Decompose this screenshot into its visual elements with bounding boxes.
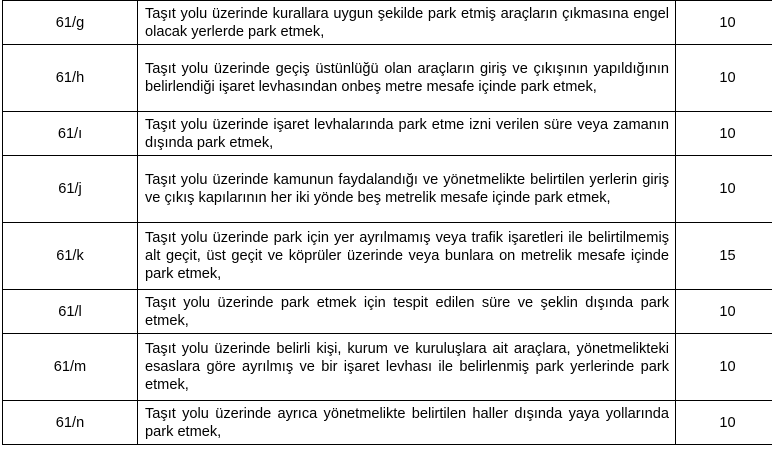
table-row: [3, 112, 772, 156]
article-code: 61/l: [3, 290, 138, 334]
violation-description: Taşıt yolu üzerinde geçiş üstünlüğü olan araçların giriş ve çıkışının yapıldığının belirlendiği işaret levhasından onbeş metre mesafe içinde park etmek,: [138, 45, 676, 112]
penalty-points: 10: [676, 1, 772, 45]
table-row: [3, 401, 772, 445]
table-row: [3, 223, 772, 290]
violation-description: Taşıt yolu üzerinde park için yer ayrılmamış veya trafik işaretleri ile belirtilmemiş alt geçit, üst geçit ve köprüler üzerinde veya bunlara on metrelik mesafe içinde park etmek,: [138, 223, 676, 290]
article-code: 61/k: [3, 223, 138, 290]
violation-description: Taşıt yolu üzerinde kamunun faydalandığı ve yönetmelikte belirtilen yerlerin giriş ve çıkış kapılarının her iki yönde beş metrelik mesafe içinde park etmek,: [138, 156, 676, 223]
penalty-points: 15: [676, 223, 772, 290]
article-code: 61/m: [3, 334, 138, 401]
table-row: [3, 45, 772, 112]
table-row: [3, 290, 772, 334]
violation-description: Taşıt yolu üzerinde park etmek için tespit edilen süre ve şeklin dışında park etmek,: [138, 290, 676, 334]
table-row: [3, 334, 772, 401]
violation-description: Taşıt yolu üzerinde belirli kişi, kurum ve kuruluşlara ait araçlara, yönetmelikteki esaslara göre ayrılmış ve bir işaret levhası ile belirlenmiş park yerlerinde park etmek,: [138, 334, 676, 401]
penalty-points: 10: [676, 334, 772, 401]
violation-description: Taşıt yolu üzerinde ayrıca yönetmelikte belirtilen haller dışında yaya yollarında park etmek,: [138, 401, 676, 445]
violation-description: Taşıt yolu üzerinde kurallara uygun şekilde park etmiş araçların çıkmasına engel olacak yerlerde park etmek,: [138, 1, 676, 45]
penalty-points: 10: [676, 156, 772, 223]
article-code: 61/n: [3, 401, 138, 445]
penalty-points: 10: [676, 401, 772, 445]
penalty-points: 10: [676, 45, 772, 112]
article-code: 61/g: [3, 1, 138, 45]
violation-description: Taşıt yolu üzerinde işaret levhalarında park etme izni verilen süre veya zamanın dışında park etmek,: [138, 112, 676, 156]
penalty-points: 10: [676, 112, 772, 156]
table-row: [3, 156, 772, 223]
article-code: 61/ı: [3, 112, 138, 156]
penalty-table: [2, 0, 772, 445]
article-code: 61/j: [3, 156, 138, 223]
table-row: [3, 1, 772, 45]
article-code: 61/h: [3, 45, 138, 112]
penalty-points: 10: [676, 290, 772, 334]
